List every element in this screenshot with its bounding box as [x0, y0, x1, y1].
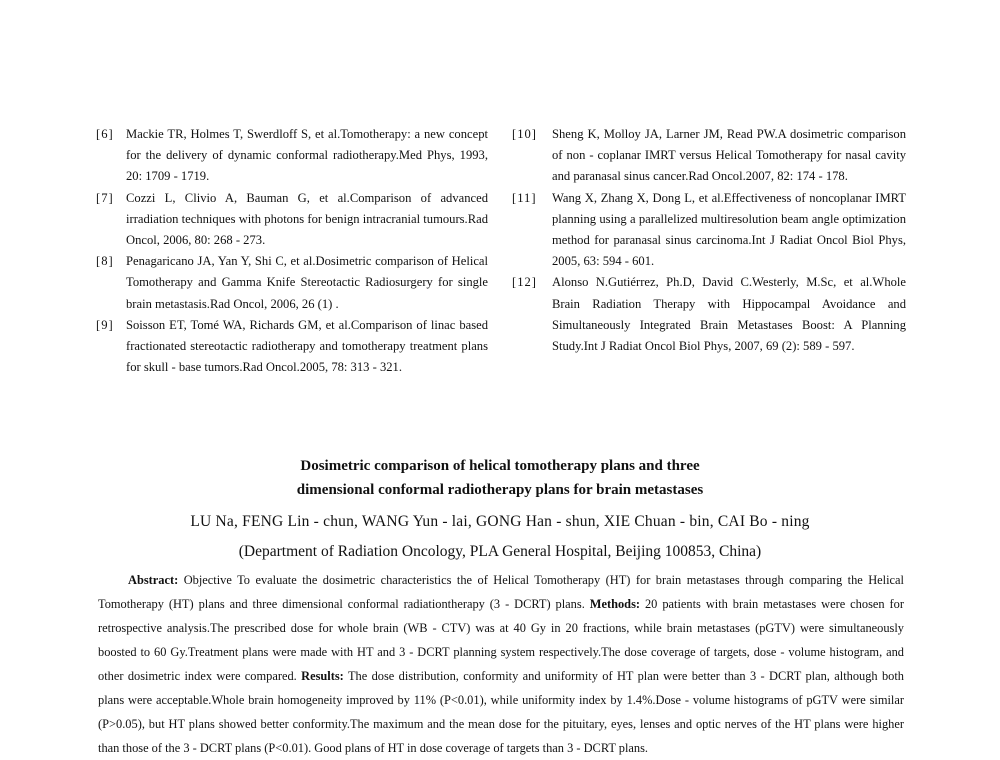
reference-text: Penagaricano JA, Yan Y, Shi C, et al.Dosimetric comparison of Helical Tomotherapy and Gamma Knife Stereotactic Radiosurgery for single brain metastasis.Rad Oncol, 2006, 26 (1) .: [126, 254, 488, 311]
abstract-methods: 20 patients with brain metastases were chosen for retrospective analysis.The prescribed dose for whole brain (WB - CTV) was at 40 Gy in 20 fractions, while brain metastases (pGTV) were simultaneously boosted to 60 Gy.Treatment plans were made with HT and 3 - DCRT planning system respectively.The dose coverage of targets, dose - volume histogram, and other dosimetric index were compared.: [98, 597, 904, 683]
reference-text: Cozzi L, Clivio A, Bauman G, et al.Comparison of advanced irradiation techniques with photons for benign intracranial tumours.Rad Oncol, 2006, 80: 268 - 273.: [126, 190, 488, 248]
reference-item: [96, 315, 488, 379]
article-authors: LU Na, FENG Lin - chun, WANG Yun - lai, GONG Han - shun, XIE Chuan - bin, CAI Bo - ning: [190, 513, 810, 530]
reference-number: [8]: [96, 254, 114, 269]
reference-item: [96, 124, 488, 188]
reference-number: [9]: [96, 317, 114, 332]
reference-item: [512, 124, 906, 188]
reference-number: [6]: [96, 127, 114, 141]
references-column-right: [512, 124, 906, 378]
reference-number: [7]: [96, 190, 114, 205]
reference-item: [96, 188, 488, 252]
article-title-line-1: Dosimetric comparison of helical tomotherapy plans and three: [300, 458, 700, 474]
article-title-line-2: dimensional conformal radiotherapy plans for brain metastases: [296, 482, 704, 498]
reference-text: Sheng K, Molloy JA, Larner JM, Read PW.A dosimetric comparison of non - coplanar IMRT versus Helical Tomotherapy for nasal cavity and paranasal sinus cancer.Rad Oncol.2007, 82: 174 - 178.: [552, 127, 906, 184]
reference-text: Alonso N.Gutiérrez, Ph.D, David C.Westerly, M.Sc, et al.Whole Brain Radiation Therapy with Hippocampal Avoidance and Simultaneously Integrated Brain Metastases Boost: A Planning Study.Int J Radiat Oncol Biol Phys, 2007, 69 (2): 589 - 597.: [552, 275, 906, 354]
reference-number: [12]: [512, 275, 537, 290]
article-title: [100, 454, 900, 502]
reference-item: [512, 188, 906, 273]
reference-number: [10]: [512, 127, 537, 141]
references-section: [96, 124, 906, 378]
references-column-left: [96, 124, 488, 378]
reference-item: [96, 251, 488, 315]
reference-text: Wang X, Zhang X, Dong L, et al.Effectiveness of noncoplanar IMRT planning using a parallelized multiresolution beam angle optimization method for paranasal sinus carcinoma.Int J Radiat Oncol Biol Phys, 2005, 63: 594 - 601.: [552, 190, 906, 269]
results-label: Results:: [301, 669, 344, 683]
reference-text: Mackie TR, Holmes T, Swerdloff S, et al.Tomotherapy: a new concept for the delivery of dynamic conformal radiotherapy.Med Phys, 1993, 20: 1709 - 1719.: [126, 127, 488, 184]
abstract-objective: Objective To evaluate the dosimetric characteristics the of Helical Tomotherapy (HT) for brain metastases through comparing the Helical Tomotherapy (HT) plans and three dimensional conformal radiationtherapy (3 - DCRT) plans.: [98, 573, 904, 611]
abstract-label: Abstract:: [128, 573, 179, 587]
article-affiliation: (Department of Radiation Oncology, PLA General Hospital, Beijing 100853, China): [238, 543, 762, 560]
reference-item: [512, 272, 906, 357]
methods-label: Methods:: [589, 597, 641, 611]
reference-text: Soisson ET, Tomé WA, Richards GM, et al.Comparison of linac based fractionated stereotactic radiotherapy and tomotherapy treatment plans for skull - base tumors.Rad Oncol.2005, 78: 313 - 321.: [126, 317, 488, 375]
reference-number: [11]: [512, 190, 537, 205]
abstract-paragraph: [98, 568, 904, 760]
abstract-results: The dose distribution, conformity and uniformity of HT plan were better than 3 - DCRT plan, although both plans were acceptable.Whole brain homogeneity improved by 11% (P<0.01), while uniformity index by 1.4%.Dose - volume histograms of pGTV were similar (P>0.05), but HT plans showed better conformity.The maximum and the mean dose for the pituitary, eyes, lenses and optic nerves of the HT plans were higher than those of the 3 - DCRT plans (P<0.01). Good plans of HT in dose coverage of targets than 3 - DCRT plans.: [98, 669, 904, 755]
